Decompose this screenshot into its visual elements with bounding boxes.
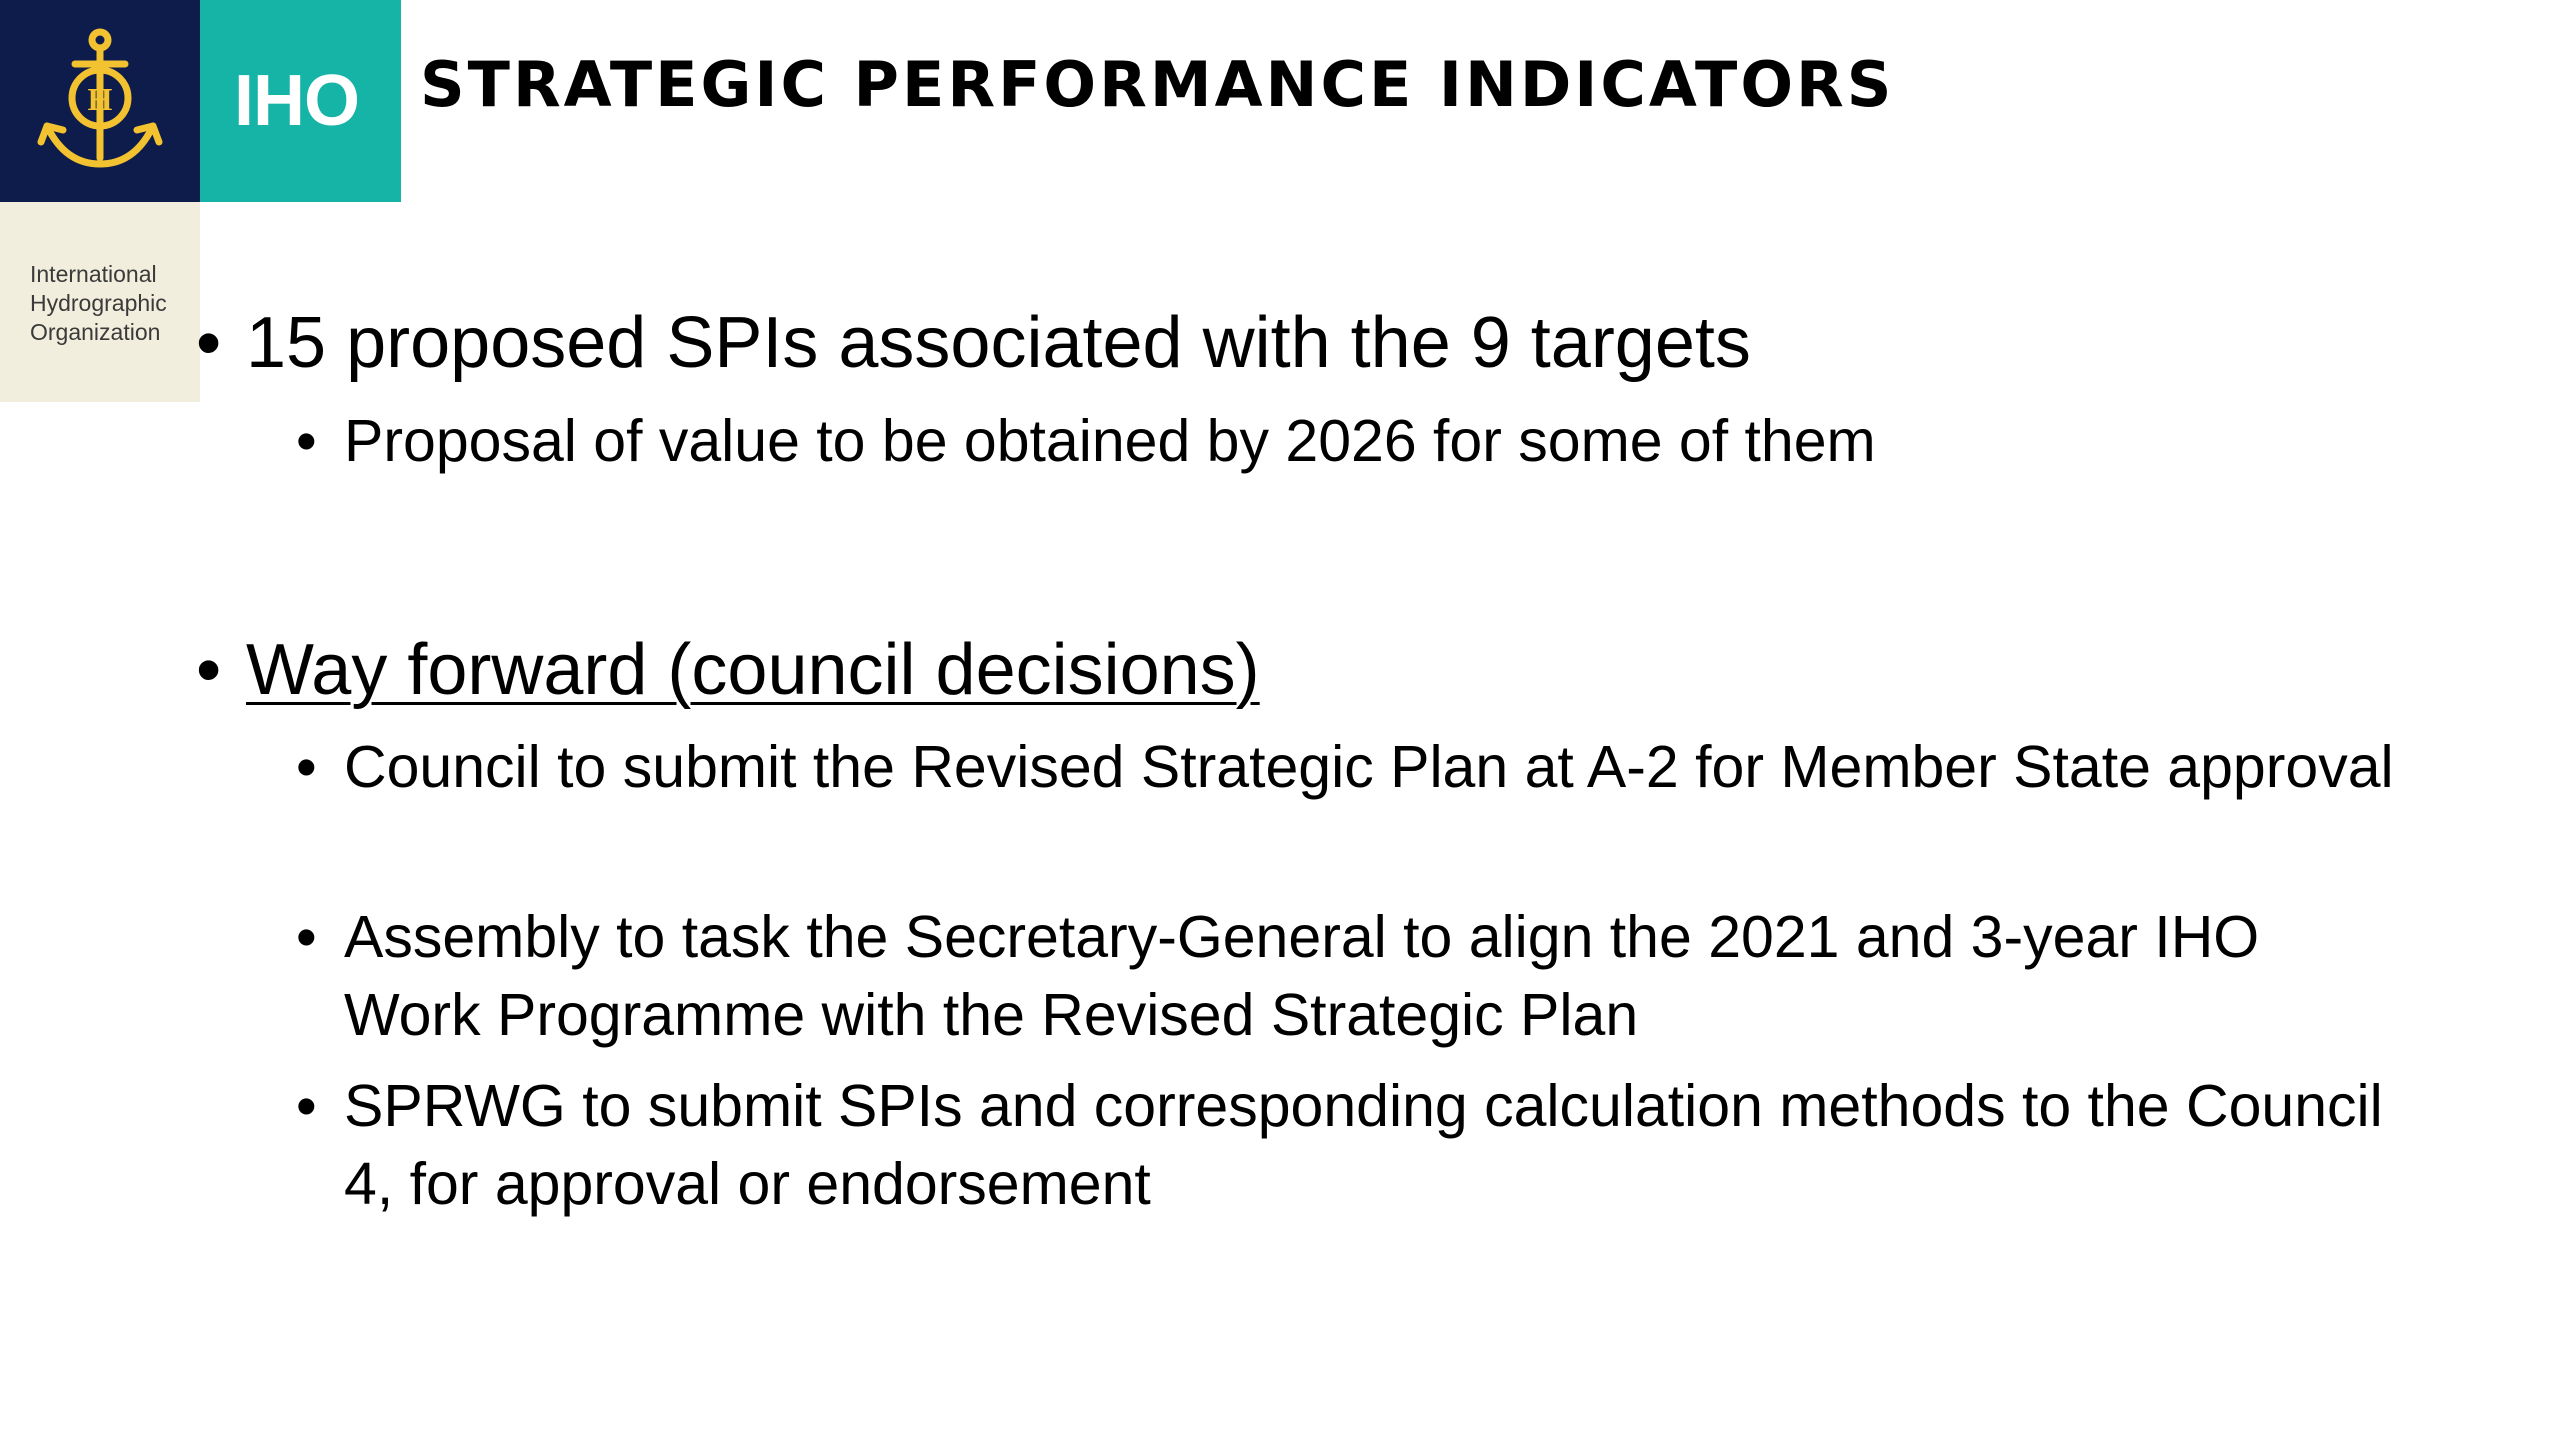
logo-org-line3: Organization — [30, 319, 161, 345]
bullet-dot: • — [196, 630, 222, 710]
logo-emblem — [0, 0, 200, 202]
bullet-2-text: Way forward (council decisions) — [246, 630, 1260, 710]
slide-title: STRATEGIC PERFORMANCE INDICATORS — [420, 48, 1895, 121]
sub-bullet-dot: • — [296, 734, 317, 800]
anchor-emblem-icon — [35, 26, 165, 176]
bullet-dot: • — [196, 303, 222, 383]
bullet-1-text: 15 proposed SPIs associated with the 9 targets — [246, 303, 1751, 383]
bullet-2-sub-2-text: Assembly to task the Secretary-General to align the 2021 and 3-year IHO Work Programme with the Revised Strategic Plan — [344, 904, 2260, 1048]
sub-bullet-dot: • — [296, 904, 317, 970]
logo-org-line2: Hydrographic — [30, 290, 167, 316]
logo-org-box — [0, 202, 200, 402]
bullet-1-sub-1-text: Proposal of value to be obtained by 2026 for some of them — [344, 408, 1876, 474]
sub-bullet-dot: • — [296, 408, 317, 474]
logo-org-line1: International — [30, 261, 157, 287]
logo-org-name — [30, 260, 167, 347]
logo-abbr-box — [200, 0, 401, 202]
bullet-2-sub-3-text: SPRWG to submit SPIs and corresponding calculation methods to the Council 4, for approval or endorsement — [344, 1073, 2383, 1217]
sub-bullet-dot: • — [296, 1073, 317, 1139]
logo-abbr: IHO — [233, 61, 359, 141]
svg-text:H: H — [87, 81, 113, 117]
bullet-2-sub-1-text: Council to submit the Revised Strategic Plan at A-2 for Member State approval — [344, 734, 2394, 800]
